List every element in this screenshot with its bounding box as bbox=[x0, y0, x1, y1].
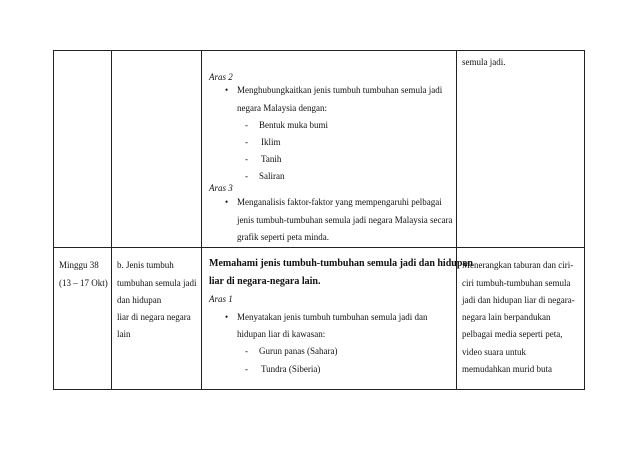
sub-item-gurun-panas: Gurun panas (Sahara) bbox=[259, 346, 338, 356]
row1-col4-text: semula jadi. bbox=[462, 57, 506, 67]
sub-item-tundra: Tundra (Siberia) bbox=[261, 364, 321, 374]
table-border-bottom bbox=[53, 389, 585, 390]
sub-item-saliran: Saliran bbox=[259, 171, 285, 181]
bullet-icon: • bbox=[225, 197, 229, 207]
dash-icon: - bbox=[245, 171, 248, 181]
topic-line-2: tumbuhan semula jadi bbox=[117, 278, 197, 288]
aras-2-bullet-line-2: negara Malaysia dengan: bbox=[237, 103, 327, 113]
aras-1-bullet-line-2: hidupan liar di kawasan: bbox=[237, 329, 326, 339]
aras-1-bullet-line-1: Menyatakan jenis tumbuh tumbuhan semula jadi dan bbox=[237, 312, 428, 322]
aras-3-bullet-line-2: jenis tumbuh-tumbuhan semula jadi negara Malaysia secara bbox=[237, 215, 453, 225]
aras-1-label: Aras 1 bbox=[209, 294, 233, 304]
dash-icon: - bbox=[245, 154, 248, 164]
activity-line-7: memudahkan murid buta bbox=[462, 364, 552, 374]
dash-icon: - bbox=[245, 364, 248, 374]
sub-item-tanih: Tanih bbox=[261, 154, 282, 164]
activity-line-3: jadi dan hidupan liar di negara- bbox=[462, 295, 575, 305]
table-border-left bbox=[53, 50, 54, 390]
activity-line-6: video suara untuk bbox=[462, 347, 526, 357]
aras-3-bullet-line-1: Menganalisis faktor-faktor yang mempengaruhi pelbagai bbox=[237, 197, 442, 207]
week-date-range: (13 – 17 Okt) bbox=[59, 278, 108, 288]
column-divider-1 bbox=[111, 50, 112, 390]
lesson-plan-table bbox=[53, 50, 585, 390]
activity-line-2: ciri tumbuh-tumbuhan semula bbox=[462, 278, 571, 288]
learning-standard-heading-line-1: Memahami jenis tumbuh-tumbuhan semula jadi dan hidupan bbox=[209, 258, 473, 269]
column-divider-2 bbox=[201, 50, 202, 390]
aras-2-bullet-line-1: Menghubungkaitkan jenis tumbuh tumbuhan semula jadi bbox=[237, 85, 443, 95]
topic-line-1: b. Jenis tumbuh bbox=[117, 260, 174, 270]
column-divider-3 bbox=[456, 50, 457, 390]
bullet-icon: • bbox=[225, 312, 229, 322]
aras-3-label: Aras 3 bbox=[209, 183, 233, 193]
activity-line-1: Menerangkan taburan dan ciri- bbox=[462, 260, 574, 270]
aras-2-label: Aras 2 bbox=[209, 72, 233, 82]
aras-3-bullet-line-3: grafik seperti peta minda. bbox=[237, 232, 329, 242]
topic-line-4: liar di negara negara bbox=[117, 312, 191, 322]
dash-icon: - bbox=[245, 346, 248, 356]
activity-line-5: pelbagai media seperti peta, bbox=[462, 329, 563, 339]
table-border-top bbox=[53, 50, 585, 51]
table-border-right bbox=[584, 50, 585, 390]
sub-item-iklim: Iklim bbox=[261, 137, 281, 147]
row-divider bbox=[53, 247, 585, 248]
topic-line-3: dan hidupan bbox=[117, 295, 162, 305]
learning-standard-heading-line-2: liar di negara-negara lain. bbox=[209, 276, 321, 287]
week-label: Minggu 38 bbox=[59, 260, 99, 270]
sub-item-bentuk-muka-bumi: Bentuk muka bumi bbox=[259, 120, 328, 130]
activity-line-4: negara lain berpandukan bbox=[462, 312, 551, 322]
dash-icon: - bbox=[245, 137, 248, 147]
dash-icon: - bbox=[245, 120, 248, 130]
topic-line-5: lain bbox=[117, 329, 131, 339]
bullet-icon: • bbox=[225, 85, 229, 95]
